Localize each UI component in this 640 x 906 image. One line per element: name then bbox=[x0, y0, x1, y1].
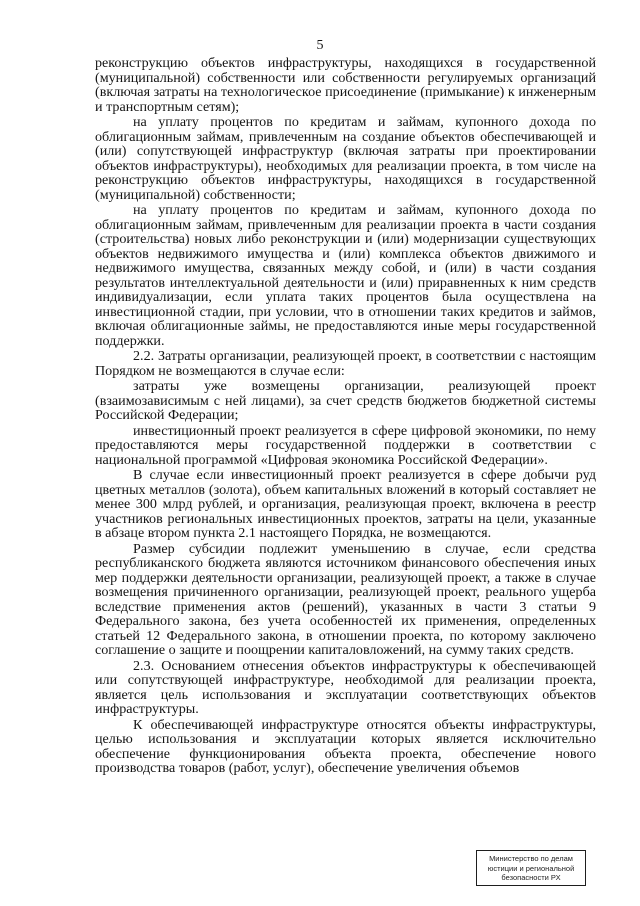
document-body bbox=[95, 56, 596, 776]
paragraph-5: затраты уже возмещены организации, реализующей проект (взаимозависимым с ней лицами), за счет средств бюджетов бюджетной системы Российской Федерации; bbox=[95, 378, 596, 423]
paragraph-7: В случае если инвестиционный проект реализуется в сфере добычи руд цветных металлов (золота), объем капитальных вложений в который составляет не менее 300 млрд рублей, и организация, реализующая проект, включена в реестр участников региональных инвестиционных проектов, затраты на цели, указанные в абзаце втором пункта 2.1 настоящего Порядка, не возмещаются. bbox=[95, 467, 596, 541]
paragraph-4: 2.2. Затраты организации, реализующей проект, в соответствии с настоящим Порядком не возмещаются в случае если: bbox=[95, 348, 596, 379]
paragraph-9: 2.3. Основанием отнесения объектов инфраструктуры к обеспечивающей или сопутствующей инфраструктуре, необходимой для реализации проекта, является цель использования и эксплуатации соответствующих объектов инфраструктуры. bbox=[95, 657, 596, 717]
stamp-line-3: безопасности РХ bbox=[501, 873, 561, 882]
ministry-stamp bbox=[476, 850, 586, 886]
paragraph-10: К обеспечивающей инфраструктуре относятся объекты инфраструктуры, целью использования и эксплуатации которых является исключительно обеспечение функционирования объекта проекта, обеспечение нового производства товаров (работ, услуг), обеспечение увеличения объемов bbox=[95, 716, 596, 776]
paragraph-1: реконструкцию объектов инфраструктуры, находящихся в государственной (муниципальной) собственности или собственности регулируемых организаций (включая затраты на технологическое присоединение (примыкание) к инженерным и транспортным сетям); bbox=[95, 55, 596, 115]
stamp-line-1: Министерство по делам bbox=[489, 854, 573, 863]
paragraph-3: на уплату процентов по кредитам и займам, купонного дохода по облигационным займам, привлеченным для реализации проекта в части создания (строительства) новых либо реконструкции и (или) модернизации существующих объектов недвижимого имущества и (или) комплекса объектов движимого и недвижимого имущества, связанных между собой, и (или) в части создания результатов интеллектуальной деятельности и (или) приравненных к ним средств индивидуализации, если уплата таких процентов была осуществлена на инвестиционной стадии, при условии, что в отношении таких кредитов и займов, включая облигационные займы, не предоставляются иные меры государственной поддержки. bbox=[95, 202, 596, 349]
paragraph-8: Размер субсидии подлежит уменьшению в случае, если средства республиканского бюджета являются источником финансового обеспечения иных мер поддержки деятельности организации, реализующей проект, а также в случае возмещения причиненного организации, реализующей проект, реального ущерба вследствие применения актов (решений), указанных в части 3 статьи 9 Федерального закона, без учета особенностей их применения, определенных статьей 12 Федерального закона, в отношении проекта, по которому заключено соглашение о защите и поощрении капиталовложений, на сумму таких средств. bbox=[95, 540, 596, 658]
paragraph-6: инвестиционный проект реализуется в сфере цифровой экономики, по нему предоставляются меры государственной поддержки в соответствии с национальной программой «Цифровая экономика Российской Федерации». bbox=[95, 422, 596, 468]
paragraph-2: на уплату процентов по кредитам и займам, купонного дохода по облигационным займам, привлеченным на создание объектов обеспечивающей и (или) сопутствующей инфраструктур (включая затраты при проектировании объектов инфраструктуры), необходимых для реализации проекта, в том числе на реконструкцию объектов инфраструктуры, находящихся в государственной (муниципальной) собственности; bbox=[95, 114, 596, 203]
page-number: 5 bbox=[316, 38, 324, 53]
stamp-line-2: юстиции и региональной bbox=[487, 863, 575, 873]
